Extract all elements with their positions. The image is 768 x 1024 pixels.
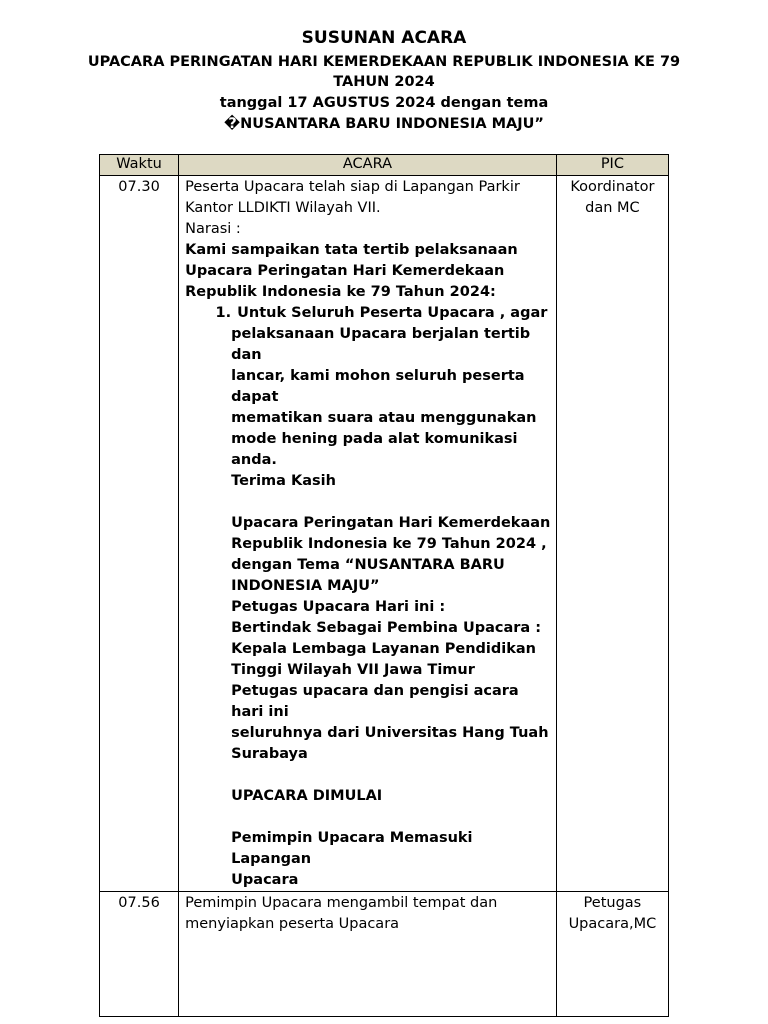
schedule-table [99, 154, 669, 1017]
column-header-acara: ACARA [179, 155, 557, 176]
list-item-text: Upacara Peringatan Hari Kemerdekaan [231, 515, 551, 531]
list-item-text: Surabaya [231, 746, 308, 762]
time-cell: 07.56 [100, 892, 179, 1017]
narasi-label: Narasi : [185, 221, 241, 237]
date-theme-line: tanggal 17 AGUSTUS 2024 dengan tema [219, 95, 549, 111]
list-item-text: Untuk Seluruh Peserta Upacara , agar [237, 305, 548, 321]
list-item-text: mode hening pada alat komunikasi anda. [231, 431, 518, 468]
column-header-pic: PIC [556, 155, 668, 176]
pic-cell [556, 176, 668, 892]
acara-cell [179, 892, 557, 1017]
subtitle-line-1: UPACARA PERINGATAN HARI KEMERDEKAAN REPUBLIK INDONESIA KE 79 [87, 54, 681, 70]
table-row [100, 176, 669, 892]
subtitle-line-2: TAHUN 2024 [333, 74, 435, 90]
pic-text: Petugas [583, 895, 642, 911]
list-item-text: Pemimpin Upacara Memasuki Lapangan [231, 830, 473, 867]
pic-cell [556, 892, 668, 1017]
document-title: SUSUNAN ACARA [301, 28, 467, 48]
acara-text: Kantor LLDIKTI Wilayah VII. [185, 200, 381, 216]
list-item-text: Upacara [231, 872, 299, 888]
theme-line: �NUSANTARA BARU INDONESIA MAJU” [224, 116, 544, 132]
acara-text: Pemimpin Upacara mengambil tempat dan [185, 895, 498, 911]
list-item-text: Petugas Upacara Hari ini : [231, 599, 446, 615]
list-item-text: Tinggi Wilayah VII Jawa Timur [231, 662, 475, 678]
list-item-text: mematikan suara atau menggunakan [231, 410, 537, 426]
list-item-text: UPACARA DIMULAI [231, 788, 383, 804]
acara-cell [179, 176, 557, 892]
list-item-text: dengan Tema “NUSANTARA BARU [231, 557, 505, 573]
table-row [100, 892, 669, 1017]
narasi-text: Republik Indonesia ke 79 Tahun 2024: [185, 284, 496, 300]
list-item-text: Petugas upacara dan pengisi acara hari ini [231, 683, 519, 720]
list-item-text: Bertindak Sebagai Pembina Upacara : [231, 620, 542, 636]
list-item-text: lancar, kami mohon seluruh peserta dapat [231, 368, 525, 405]
list-item-text: Terima Kasih [231, 473, 336, 489]
list-item-text: INDONESIA MAJU” [231, 578, 380, 594]
column-header-waktu: Waktu [100, 155, 179, 176]
list-item-text: Kepala Lembaga Layanan Pendidikan [231, 641, 536, 657]
acara-text: menyiapkan peserta Upacara [185, 916, 400, 932]
pic-text: Upacara,MC [568, 916, 657, 932]
list-number: 1. [215, 305, 232, 321]
time-cell: 07.30 [100, 176, 179, 892]
table-header-row [100, 155, 669, 176]
narasi-text: Kami sampaikan tata tertib pelaksanaan [185, 242, 518, 258]
pic-text: Koordinator [570, 179, 655, 195]
narasi-text: Upacara Peringatan Hari Kemerdekaan [185, 263, 505, 279]
list-item [185, 303, 552, 324]
list-item-text: pelaksanaan Upacara berjalan tertib dan [231, 326, 531, 363]
acara-text: Peserta Upacara telah siap di Lapangan Parkir [185, 179, 520, 195]
list-item-text: seluruhnya dari Universitas Hang Tuah [231, 725, 549, 741]
list-item-text: Republik Indonesia ke 79 Tahun 2024 , [231, 536, 547, 552]
pic-text: dan MC [585, 200, 640, 216]
